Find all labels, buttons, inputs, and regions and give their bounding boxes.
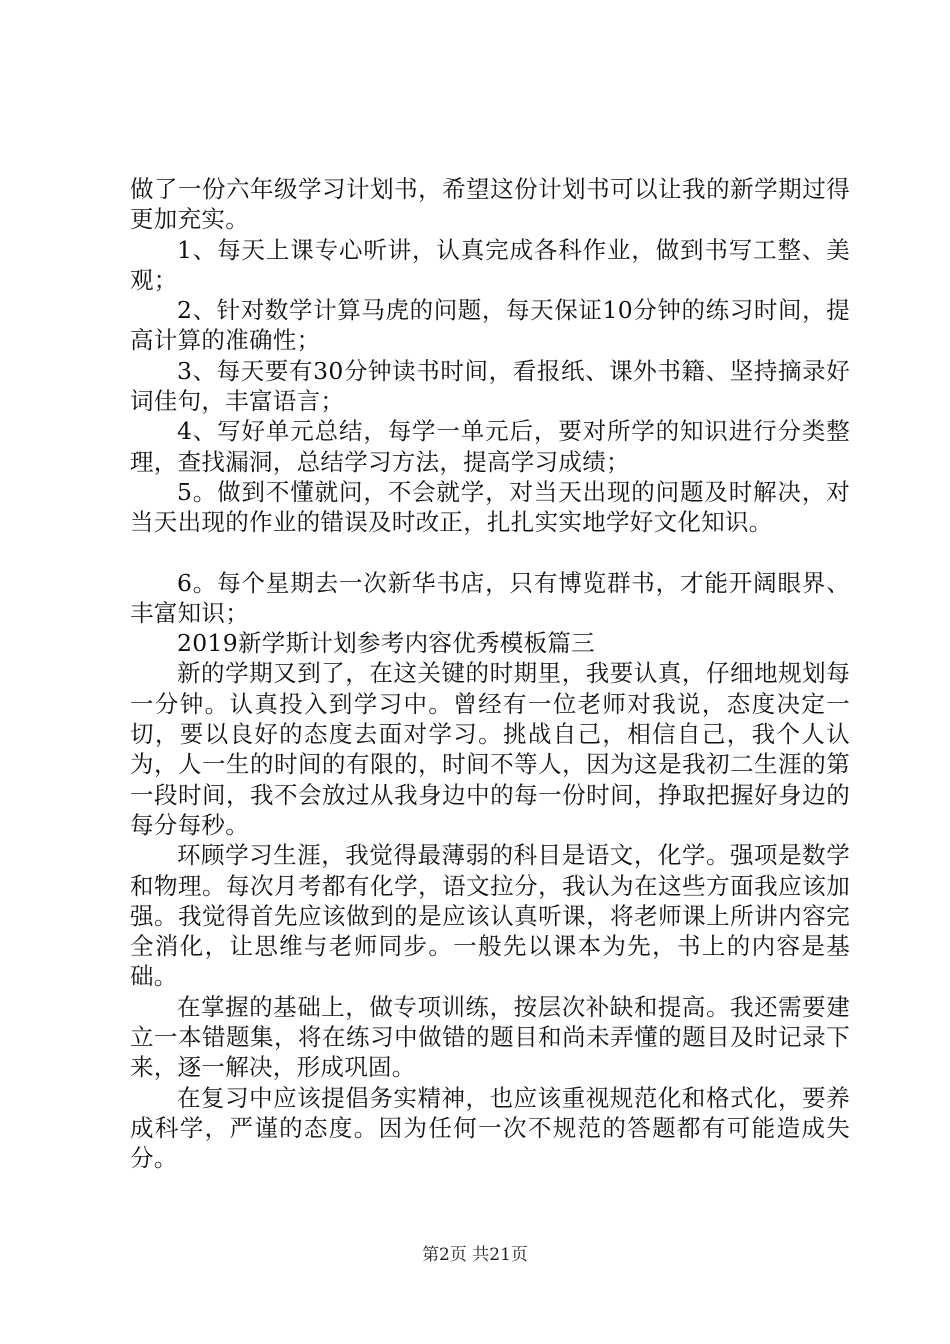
section-heading: 2019新学斯计划参考内容优秀模板篇三 [177,629,596,658]
plan-item-4: 4、写好单元总结，每学一单元后，要对所学的知识进行分类整理，查找漏洞，总结学习方法，提高学习成绩； [130,417,850,476]
paragraph-body: 在复习中应该提倡务实精神，也应该重视规范化和格式化，要养成科学，严谨的态度。因为任何一次不规范的答题都有可能造成失分。 [130,1083,850,1173]
plan-item-2: 2、针对数学计算马虎的问题，每天保证10分钟的练习时间，提高计算的准确性； [130,296,850,355]
plan-item-1: 1、每天上课专心听讲，认真完成各科作业，做到书写工整、美观； [130,235,850,294]
paragraph-body: 新的学期又到了，在这关键的时期里，我要认真，仔细地规划每一分钟。认真投入到学习中。曾经有一位老师对我说，态度决定一切，要以良好的态度去面对学习。挑战自己，相信自己，我个人认为，人一生的时间的有限的，时间不等人，因为这是我初二生涯的第一段时间，我不会放过从我身边中的每一份时间，挣取把握好身边的每分每秒。 [130,659,850,839]
plan-item-3: 3、每天要有30分钟读书时间，看报纸、课外书籍、坚持摘录好词佳句，丰富语言； [130,356,850,416]
paragraph-spacer [130,538,850,568]
document-body [130,174,850,1174]
page-number-footer: 第2页 共21页 [422,1245,528,1265]
paragraph-intro: 做了一份六年级学习计划书，希望这份计划书可以让我的新学期过得更加充实。 [130,175,850,234]
paragraph-body: 在掌握的基础上，做专项训练，按层次补缺和提高。我还需要建立一本错题集，将在练习中做错的题目和尚未弄懂的题目及时记录下来，逐一解决，形成巩固。 [130,992,850,1082]
plan-item-5: 5。做到不懂就问，不会就学，对当天出现的问题及时解决，对当天出现的作业的错误及时改正，扎扎实实地学好文化知识。 [130,477,850,537]
plan-item-6: 6。每个星期去一次新华书店，只有博览群书，才能开阔眼界、丰富知识； [130,568,850,627]
paragraph-body: 环顾学习生涯，我觉得最薄弱的科目是语文，化学。强项是数学和物理。每次月考都有化学，语文拉分，我认为在这些方面我应该加强。我觉得首先应该做到的是应该认真听课，将老师课上所讲内容完全消化，让思维与老师同步。一般先以课本为先，书上的内容是基础。 [130,841,850,991]
